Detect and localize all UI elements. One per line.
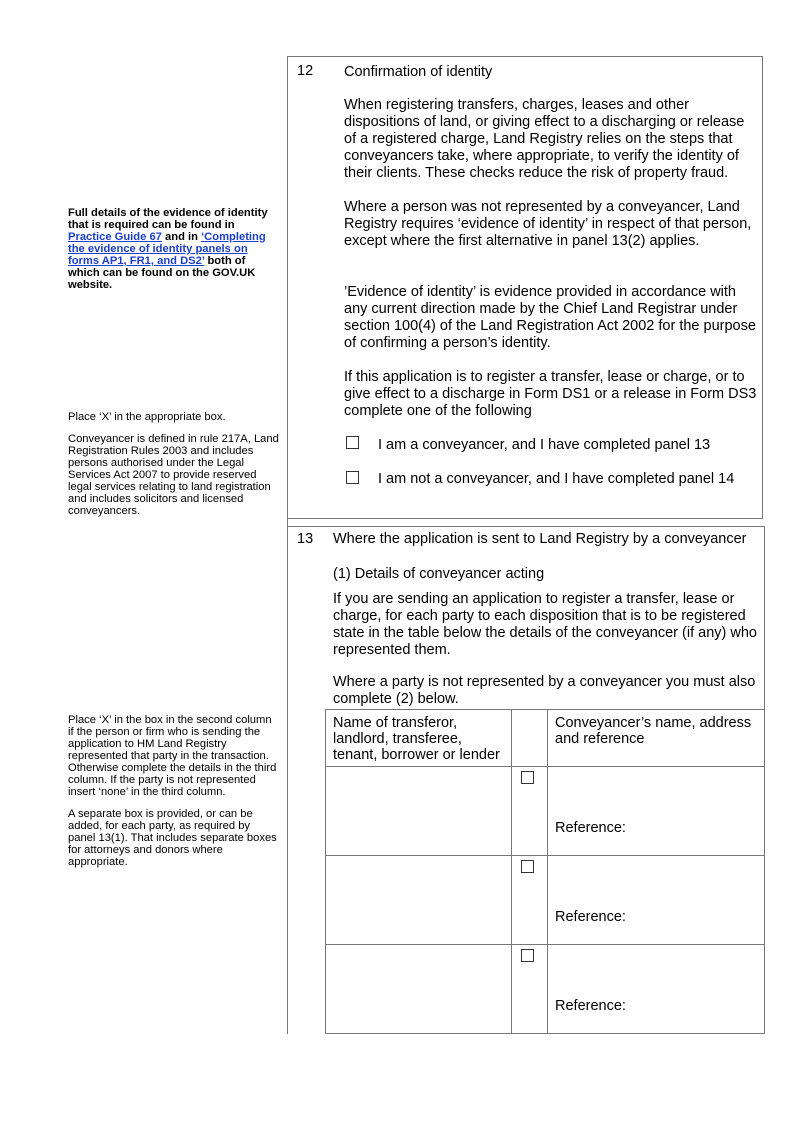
sidebar-place-x-note [68,411,280,527]
completing-evidence-link[interactable]: ‘Completing the evidence of identity panels on forms AP1, FR1, and DS2’ [68,231,266,267]
row1-reference-label: Reference: [555,820,626,836]
table-col2-border [511,709,512,1034]
panel13-para2: Where a party is not represented by a conveyancer you must also complete (2) below. [333,674,756,707]
table-header-conveyancer: Conveyancer’s name, address and reference [555,715,752,747]
identity-note-middle: and in [161,231,202,243]
conveyancer-definition: Conveyancer is defined in rule 217A, Land Registration Rules 2003 and includes persons authorised under the Legal Services Act 2007 to provide reserved legal services relating to land registration and includes solicitors and licensed conveyancers. [68,433,279,517]
panel12-number: 12 [297,63,314,79]
panel12-bottom-border [287,518,763,519]
panel12-para4: If this application is to register a transfer, lease or charge, or to give effect to a discharge in Form DS1 or a release in Form DS3 complete one of the following [344,369,757,419]
option-conveyancer-label: I am a conveyancer, and I have completed panel 13 [378,437,711,453]
panel13-right-border [764,526,765,709]
panel12-right-border [762,56,763,518]
panel13-subtitle: (1) Details of conveyancer acting [333,566,545,582]
table-col3-border [547,709,548,1034]
panel12-para2: Where a person was not represented by a conveyancer, Land Registry requires ‘evidence of identity’ in respect of that person, except where the first alternative in panel 13(2) applies. [344,199,752,249]
panel13-title: Where the application is sent to Land Registry by a conveyancer [333,531,747,547]
practice-guide-67-link[interactable]: Practice Guide 67 [68,231,162,243]
row2-reference-label: Reference: [555,909,626,925]
place-x-text: Place ‘X’ in the appropriate box. [68,411,226,423]
place-x-second-column: Place ‘X’ in the box in the second column if the person or firm who is sending the application to HM Land Registry represented that party in the transaction. Otherwise complete the details in the third column. If the party is not represented insert ‘none’ in the third column. [68,714,277,798]
not-conveyancer-checkbox[interactable] [346,471,359,484]
row1-represented-checkbox[interactable] [521,771,534,784]
panel12-para3: ’Evidence of identity’ is evidence provided in accordance with any current direction made by the Chief Land Registrar under section 100(4) of the Land Registration Act 2002 for the purpose of confirming a person’s identity. [344,284,756,351]
table-row [326,945,511,1033]
sidebar-identity-note [68,207,280,301]
panel13-top-border [287,526,764,527]
panel-left-border [287,56,288,1034]
identity-note-prefix: Full details of the evidence of identity that is required can be found in [68,207,268,231]
panel13-number: 13 [297,531,314,547]
table-row [326,767,511,855]
row3-represented-checkbox[interactable] [521,949,534,962]
table-bottom-border [325,1033,765,1034]
table-header-parties: Name of transferor, landlord, transferee, tenant, borrower or lender [333,715,500,763]
panel13-para1: If you are sending an application to register a transfer, lease or charge, for each party to each disposition that is to be registered state in the table below the details of the conveyancer (if any) who represented them. [333,591,757,658]
panel12-title: Confirmation of identity [344,64,493,80]
row2-represented-checkbox[interactable] [521,860,534,873]
table-row [326,856,511,944]
table-top-border [325,709,765,710]
identity-note-suffix: both of which can be found on the GOV.UK website. [68,255,256,291]
option-not-conveyancer-label: I am not a conveyancer, and I have completed panel 14 [378,471,735,487]
panel12-top-border [287,56,763,57]
conveyancer-checkbox[interactable] [346,436,359,449]
separate-box-note: A separate box is provided, or can be added, for each party, as required by panel 13(1). That includes separate boxes for attorneys and donors where appropriate. [68,808,277,868]
sidebar-table-note [68,714,280,878]
row3-reference-label: Reference: [555,998,626,1014]
panel12-para1: When registering transfers, charges, leases and other dispositions of land, or giving effect to a discharging or release of a registered charge, Land Registry relies on the steps that conveyancers take, where appropriate, to verify the identity of their clients. These checks reduce the risk of property fraud. [344,97,745,181]
table-right-border [764,709,765,1034]
